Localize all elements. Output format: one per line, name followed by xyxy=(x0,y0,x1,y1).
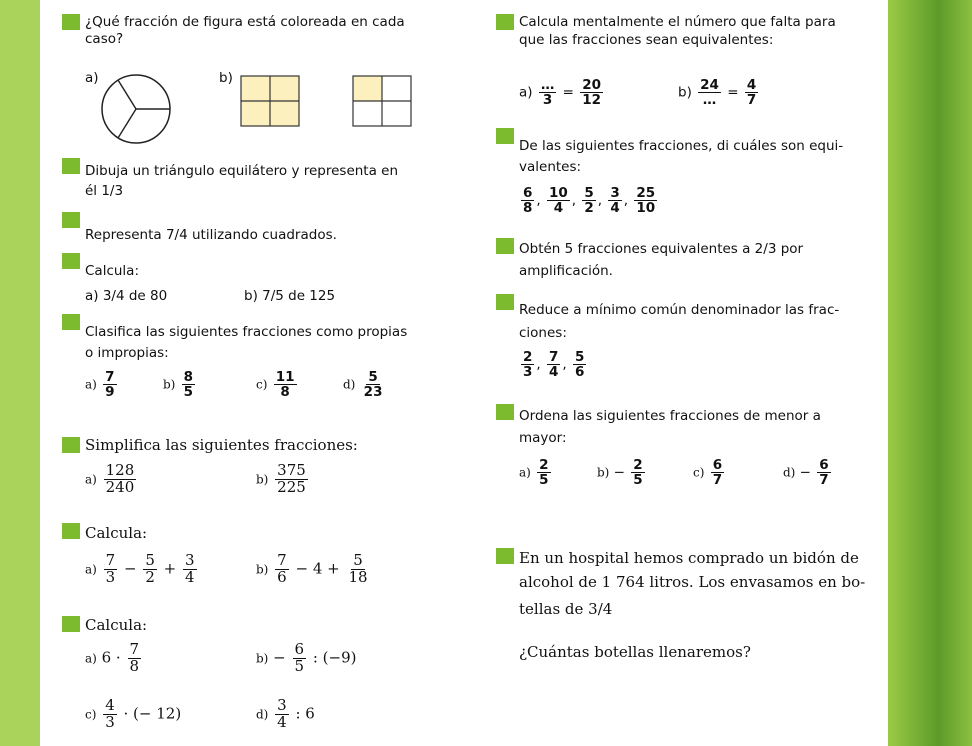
fraction: $\frac{4}{3}$ xyxy=(105,696,115,731)
exercise-marker xyxy=(496,404,514,420)
ex10-line2: valentes: xyxy=(519,159,582,175)
ex10-fractions: $\frac{6}{8}$ , $\frac{10}{4}$ , $\frac{5}{2}$ , $\frac{3}{4}$ , $\frac{25}{10}$ xyxy=(523,185,656,217)
fraction: $\frac{5}{6}$ xyxy=(575,349,585,381)
fraction: $\frac{2}{3}$ xyxy=(523,349,533,381)
exercise-marker xyxy=(62,253,80,269)
exercise-marker xyxy=(496,548,514,564)
square-figure-1 xyxy=(240,75,300,127)
ex8-title: Calcula: xyxy=(85,616,148,634)
ex5-item-b: b) $\frac{8}{5}$ xyxy=(163,369,194,401)
ex9-item-a: a) $\frac{\dots}{3}$ = $\frac{20}{12}$ xyxy=(519,77,602,109)
ex10-line1: De las siguientes fracciones, di cuáles son equi- xyxy=(519,138,844,154)
ex5-line1: Clasifica las siguientes fracciones como propias xyxy=(85,324,408,340)
fraction: $\frac{25}{10}$ xyxy=(636,185,656,217)
exercise-marker xyxy=(62,212,80,228)
exercise-marker xyxy=(496,128,514,144)
fraction: $\frac{375}{225}$ xyxy=(277,461,306,496)
fraction: $\frac{5}{23}$ xyxy=(363,369,383,401)
ex12-line2: ciones: xyxy=(519,325,567,341)
ex4-title: Calcula: xyxy=(85,263,139,279)
square-figure-2 xyxy=(352,75,412,127)
ex6-title: Simplifica las siguientes fracciones: xyxy=(85,436,358,454)
fraction: $\frac{128}{240}$ xyxy=(105,461,135,496)
fraction: $\frac{24}{\dots}$ xyxy=(700,77,719,109)
fraction: $\frac{2}{5}$ xyxy=(539,457,549,489)
fraction: $\frac{6}{7}$ xyxy=(819,457,829,489)
fraction: $\frac{11}{8}$ xyxy=(275,369,295,401)
fraction: $\frac{4}{7}$ xyxy=(746,77,757,109)
ex2-line1: Dibuja un triángulo equilátero y representa en xyxy=(85,163,399,179)
ex12-fractions: $\frac{2}{3}$ , $\frac{7}{4}$ , $\frac{5}{6}$ xyxy=(523,349,585,381)
fraction: $\frac{6}{8}$ xyxy=(523,185,533,217)
ex5-item-a: a) $\frac{7}{9}$ xyxy=(85,369,115,401)
ex11-line1: Obtén 5 fracciones equivalentes a 2/3 por xyxy=(519,241,804,257)
exercise-marker xyxy=(62,523,80,539)
ex5-line2: o impropias: xyxy=(85,345,169,361)
exercise-marker xyxy=(62,616,80,632)
ex13-line1: Ordena las siguientes fracciones de menor a xyxy=(519,408,821,424)
circle-figure xyxy=(100,73,172,145)
ex9-line2: que las fracciones sean equivalentes: xyxy=(519,32,774,48)
fraction: $\frac{3}{4}$ xyxy=(610,185,620,217)
exercise-marker xyxy=(62,437,80,453)
fraction: $\frac{7}{8}$ xyxy=(129,640,140,675)
ex6-item-a: a) $\frac{128}{240}$ xyxy=(85,461,135,496)
ex4-a: a) 3/4 de 80 xyxy=(85,288,168,304)
ex13-item-a: a) $\frac{2}{5}$ xyxy=(519,457,549,489)
ex14-line2: alcohol de 1 764 litros. Los envasamos en bo- xyxy=(519,573,866,591)
fraction: $\frac{7}{4}$ xyxy=(549,349,559,381)
ex13-item-b: b) − $\frac{2}{5}$ xyxy=(597,457,643,489)
ex5-item-d: d) $\frac{5}{23}$ xyxy=(343,369,383,401)
exercise-marker xyxy=(62,158,80,174)
ex9-item-b: b) $\frac{24}{\dots}$ = $\frac{4}{7}$ xyxy=(678,77,757,109)
fraction: $\frac{3}{4}$ xyxy=(277,696,287,731)
ex12-line1: Reduce a mínimo común denominador las frac- xyxy=(519,302,840,318)
ex14-line1: En un hospital hemos comprado un bidón de xyxy=(519,549,859,567)
fraction: $\frac{5}{2}$ xyxy=(145,551,155,586)
fraction: $\frac{5}{2}$ xyxy=(584,185,594,217)
fraction: $\frac{\dots}{3}$ xyxy=(540,77,555,109)
ex7-item-b: b) $\frac{7}{6}$ − 4 + $\frac{5}{18}$ xyxy=(256,551,368,586)
ex1-title: ¿Qué fracción de figura está coloreada en cada xyxy=(85,14,405,30)
fraction: $\frac{10}{4}$ xyxy=(549,185,568,217)
ex13-item-c: c) $\frac{6}{7}$ xyxy=(693,457,723,489)
fraction: $\frac{7}{9}$ xyxy=(105,369,115,401)
fraction: $\frac{6}{7}$ xyxy=(712,457,723,489)
fraction: $\frac{7}{6}$ xyxy=(277,551,287,586)
ex1-title-cont: caso? xyxy=(85,31,124,47)
ex13-item-d: d) − $\frac{6}{7}$ xyxy=(783,457,829,489)
ex2-line2: él 1/3 xyxy=(85,183,124,199)
ex8-item-a: a) 6 · $\frac{7}{8}$ xyxy=(85,640,140,675)
exercise-marker xyxy=(496,238,514,254)
fraction: $\frac{3}{4}$ xyxy=(185,551,195,586)
fraction: $\frac{8}{5}$ xyxy=(183,369,194,401)
background-stripe xyxy=(888,0,972,746)
ex8-item-c: c) $\frac{4}{3}$ · (− 12) xyxy=(85,696,182,731)
fraction: $\frac{5}{18}$ xyxy=(348,551,368,586)
ex5-item-c: c) $\frac{11}{8}$ xyxy=(256,369,295,401)
background-stripe xyxy=(0,0,40,746)
ex11-line2: amplificación. xyxy=(519,263,613,279)
ex3-text: Representa 7/4 utilizando cuadrados. xyxy=(85,227,337,243)
fraction: $\frac{7}{3}$ xyxy=(105,551,116,586)
exercise-marker xyxy=(62,14,80,30)
ex1-b-label: b) xyxy=(219,70,233,86)
exercise-marker xyxy=(496,14,514,30)
ex8-item-d: d) $\frac{3}{4}$ : 6 xyxy=(256,696,315,731)
exercise-marker xyxy=(62,314,80,330)
ex1-a-label: a) xyxy=(85,70,99,86)
ex7-title: Calcula: xyxy=(85,524,148,542)
ex7-item-a: a) $\frac{7}{3}$ − $\frac{5}{2}$ + $\frac{3}{4}$ xyxy=(85,551,195,586)
ex14-line3: tellas de 3/4 xyxy=(519,600,613,618)
fraction: $\frac{6}{5}$ xyxy=(294,640,305,675)
ex13-line2: mayor: xyxy=(519,430,567,446)
fraction: $\frac{2}{5}$ xyxy=(633,457,643,489)
exercise-marker xyxy=(496,294,514,310)
ex9-line1: Calcula mentalmente el número que falta para xyxy=(519,14,836,30)
ex14-question: ¿Cuántas botellas llenaremos? xyxy=(519,643,751,661)
ex4-b: b) 7/5 de 125 xyxy=(244,288,336,304)
fraction: $\frac{20}{12}$ xyxy=(582,77,602,109)
ex8-item-b: b) − $\frac{6}{5}$ : (−9) xyxy=(256,640,357,675)
ex6-item-b: b) $\frac{375}{225}$ xyxy=(256,461,306,496)
